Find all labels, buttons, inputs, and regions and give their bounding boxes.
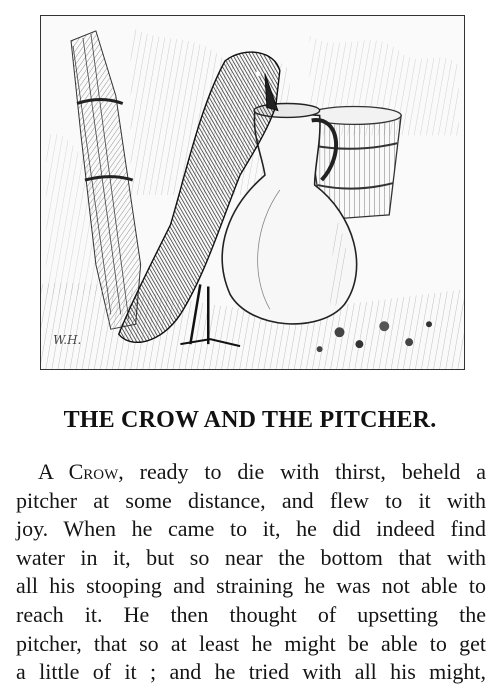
text-line-6: reach it. He then thought of upsetting the — [16, 601, 486, 627]
crow-smallcaps: Crow — [68, 459, 119, 484]
text-line-5: all his stooping and straining he was not able to — [16, 573, 486, 599]
fable-text — [16, 458, 486, 687]
text-line-2: pitcher at some distance, and flew to it with — [16, 487, 486, 513]
artist-monogram: W.H. — [53, 333, 82, 348]
first-word: A — [38, 459, 53, 484]
crow-pitcher-illustration — [40, 15, 465, 370]
text-line-3: joy. When he came to it, he did indeed find — [16, 516, 486, 542]
line-1-rest: , ready to die with thirst, beheld a — [118, 459, 487, 484]
text-line-1 — [16, 458, 486, 487]
text-line-7: pitcher, that so at least he might be able to get — [16, 630, 486, 656]
text-line-4: water in it, but so near the bottom that with — [16, 544, 486, 570]
text-line-8: a little of it ; and he tried with all his might, — [16, 659, 486, 685]
fable-title: THE CROW AND THE PITCHER. — [63, 407, 437, 433]
